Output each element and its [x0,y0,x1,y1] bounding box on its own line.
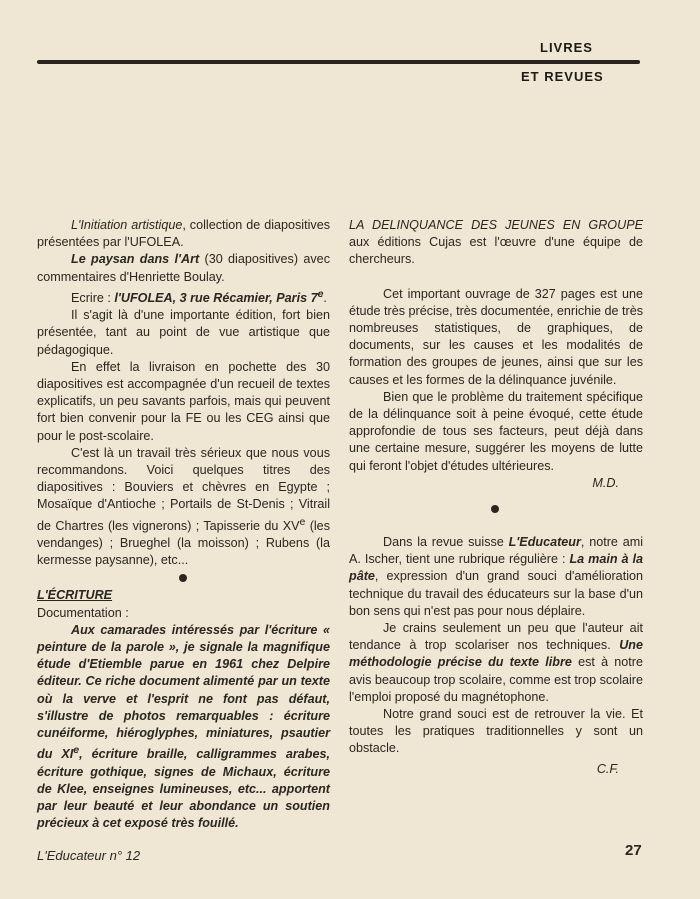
title-initiation: L'Initiation artistique [71,218,183,232]
title-delinquance: LA DELINQUANCE DES JEUNES EN GROUPE [349,218,643,232]
delinquance-review: LA DELINQUANCE DES JEUNES EN GROUPE aux éditions Cujas est l'œuvre d'une équipe de chercheurs. [349,218,643,267]
paragraph: Il s'agit là d'une importante édition, fort bien présentée, tant au point de vue artistique que pédagogique. [37,308,330,357]
review-paysan: Le paysan dans l'Art (30 diapositives) avec commentaires d'Henriette Boulay. [37,252,330,284]
educateur-review: Dans la revue suisse L'Educateur, notre ami A. Ischer, tient une rubrique régulière : La main à la pâte, expression d'un grand souci d'amélioration technique du travail des éducateurs sur la base d'un bon sens qui n'est pas pour nous déplaire. [349,535,643,618]
section-header-livres: LIVRES [540,40,593,55]
documentation-label: Documentation : [37,605,129,620]
left-column [37,217,330,832]
address-line: Ecrire : l'UFOLEA, 3 rue Récamier, Paris 7e. [71,287,327,305]
review-ufolea-intro: L'Initiation artistique, collection de diapositives présentées par l'UFOLEA. [37,218,330,250]
section-header-revues: ET REVUES [521,69,604,84]
right-column [349,217,643,778]
paragraph: Bien que le problème du traitement spécifique de la délinquance soit à peine évoqué, cette étude approfondie de tous ses facteurs, peut déjà dans une certaine mesure, suggérer les moyens de lutte qui feront l'objet d'études ultérieures. [349,389,643,473]
paragraph: En effet la livraison en pochette des 30 diapositives est accompagnée d'un recueil de textes explicatifs, un peu savants parfois, mais qui peuvent fort bien convenir pour la FE ou les CEG ainsi que pour le post-scolaire. [37,359,330,443]
section-title-ecriture: L'ÉCRITURE [37,588,113,603]
signature-md: M.D. [592,475,619,490]
separator-dot [179,574,187,582]
paragraph: C'est là un travail très sérieux que nous vous recommandons. Voici quelques titres des diapositives : Bouviers et chèvres en Egypte ; Mosaïque d'Antioche ; Portails de St-Denis ; Vitrail de Chartres (les vignerons) ; Tapisserie du XVe (les vendanges) ; Brueghel (la moisson) ; Rubens (la kermesse paysanne), etc... [37,445,330,568]
page-number: 27 [625,842,642,859]
paragraph: Je crains seulement un peu que l'auteur ait tendance à trop scolariser nos techniques. Une méthodologie précise du texte libre est à notre avis beaucoup trop scolaire, comme est trop scolaire l'emploi proposé du magnétophone. [349,621,643,704]
paragraph: Notre grand souci est de retrouver la vie. Et toutes les pratiques traditionnelles y sont un obstacle. [349,707,643,756]
title-paysan: Le paysan dans l'Art [71,252,200,267]
paragraph: Cet important ouvrage de 327 pages est une étude très précise, très documentée, enrichie de très nombreuses statistiques, de graphiques, de documents, sur les causes et les modalités de formation des groupes de jeunes, ainsi que sur les causes et les formes de la délinquance juvénile. [349,286,644,387]
separator-dot [491,505,499,513]
header-rule [37,60,640,64]
footer-journal: L'Educateur n° 12 [37,848,141,863]
signature-cf: C.F. [596,761,619,776]
ecriture-review: Aux camarades intéressés par l'écriture « peinture de la parole », je signale la magnifique étude d'Etiemble parue en 1961 chez Delpire éditeur. Ce riche document alimenté par un texte où la verve et l'esprit ne font pas défaut, s'illustre de photos remarquables : écriture cunéiforme, hiéroglyphes, miniatures, psautier du XIe, écriture braille, calligrammes arabes, écriture gothique, signes de Michaux, écriture de Klee, enseignes lumineuses, etc... apportent par leur beauté et leur abondance un soutien précieux à cet exposé très fouillé. [37,622,330,831]
